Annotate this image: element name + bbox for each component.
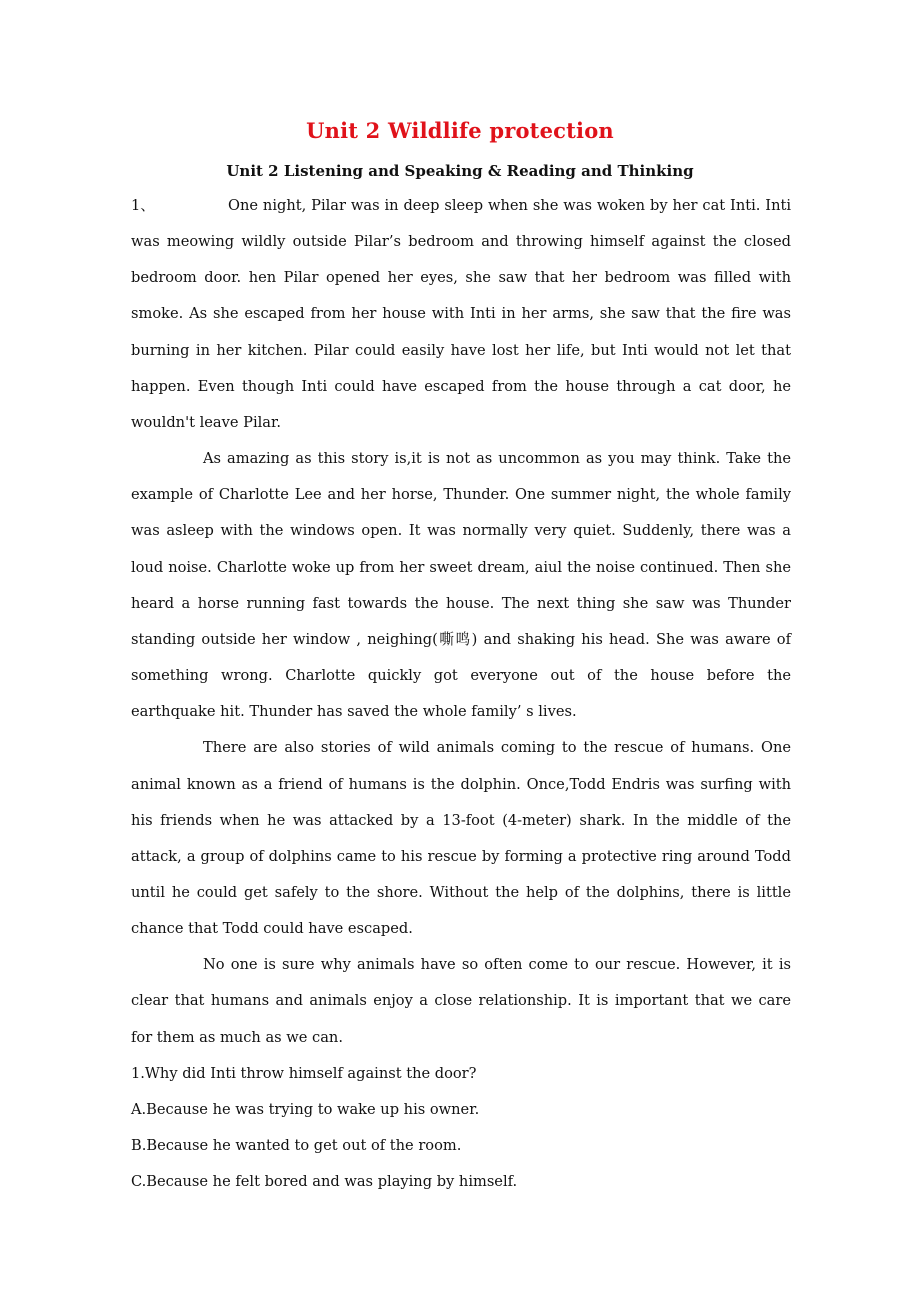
- answer-option-b: B.Because he wanted to get out of the room.: [131, 1137, 462, 1155]
- passage-body: [131, 188, 791, 1200]
- paragraph-1-text: One night, Pilar was in deep sleep when she was woken by her cat Inti. Inti was meowing wildly outside Pilar’s bedroom and throwing himself against the closed bedroom door. hen Pilar opened her eyes, she saw that her bedroom was filled with smoke. As she escaped from her house with Inti in her arms, she saw that the fire was burning in her kitchen. Pilar could easily have lost her life, but Inti would not let that happen. Even though Inti could have escaped from the house through a cat door, he wouldn't leave Pilar.: [131, 197, 791, 431]
- answer-option-a: A.Because he was trying to wake up his owner.: [131, 1100, 480, 1118]
- page-title: Unit 2 Wildlife protection: [306, 118, 614, 143]
- passage-number: 1、: [131, 197, 155, 214]
- paragraph-4: No one is sure why animals have so often come to our rescue. However, it is clear that humans and animals enjoy a close relationship. It is important that we care for them as much as we can.: [131, 956, 791, 1046]
- paragraph-1: [131, 188, 791, 441]
- question-stem: 1.Why did Inti throw himself against the door?: [131, 1064, 477, 1082]
- section-subtitle: Unit 2 Listening and Speaking & Reading and Thinking: [226, 162, 694, 180]
- paragraph-2: As amazing as this story is,it is not as uncommon as you may think. Take the example of Charlotte Lee and her horse, Thunder. One summer night, the whole family was asleep with the windows open. It was normally very quiet. Suddenly, there was a loud noise. Charlotte woke up from her sweet dream, aiul the noise continued. Then she heard a horse running fast towards the house. The next thing she saw was Thunder standing outside her window , neighing(嘶鸣) and shaking his head. She was aware of something wrong. Charlotte quickly got everyone out of the house before the earthquake hit. Thunder has saved the whole family’ s lives.: [131, 450, 791, 721]
- paragraph-3: There are also stories of wild animals coming to the rescue of humans. One animal known as a friend of humans is the dolphin. Once,Todd Endris was surfing with his friends when he was attacked by a 13-foot (4-meter) shark. In the middle of the attack, a group of dolphins came to his rescue by forming a protective ring around Todd until he could get safely to the shore. Without the help of the dolphins, there is little chance that Todd could have escaped.: [131, 739, 791, 938]
- answer-option-c: C.Because he felt bored and was playing by himself.: [131, 1173, 518, 1191]
